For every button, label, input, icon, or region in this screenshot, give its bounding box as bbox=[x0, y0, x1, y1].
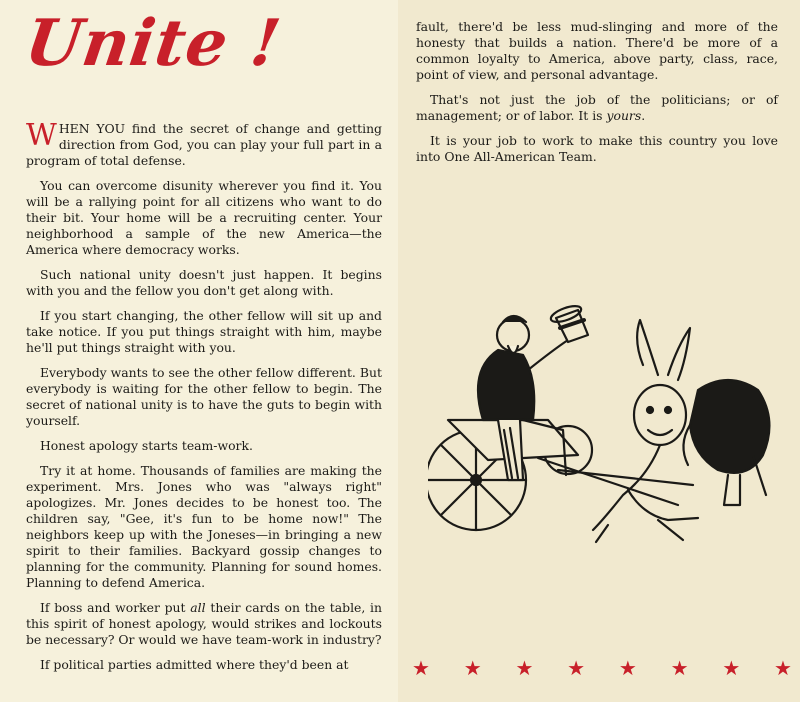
star-border bbox=[412, 658, 792, 678]
star-icon: ★ bbox=[774, 656, 792, 680]
paragraph-3: Such national unity doesn't just happen. It begins with you and the fellow you don't get along with. bbox=[26, 267, 382, 298]
p8-text-b: their cards on the table, in this spirit of honest apology, would strikes and lockouts be necessary? Or would we have team-work in industry? bbox=[26, 600, 382, 647]
uncle-sam-donkey-elephant-cart-icon bbox=[428, 280, 798, 570]
paragraph-2: You can overcome disunity wherever you find it. You will be a rallying point for all citizens who want to do their bit. Your home will be a recruiting center. Your neighborhood a sample of the new America—the America where democracy works. bbox=[26, 178, 382, 257]
star-icon: ★ bbox=[463, 656, 482, 680]
paragraph-7: Try it at home. Thousands of families are making the experiment. Mrs. Jones who was "always right" apologizes. Mr. Jones decides to be honest too. The children say, "Gee, it's fun to be home now!" The neighbors keep up with the Joneses—in bringing a new spirit to their families. Backyard gossip changes to planning for the community. Planning for sound homes. Planning to defend America. bbox=[26, 463, 382, 590]
drop-cap: W bbox=[26, 118, 57, 153]
rp2-emphasis: yours bbox=[606, 108, 642, 123]
lead-paragraph bbox=[26, 118, 382, 169]
star-icon: ★ bbox=[567, 656, 586, 680]
p8-emphasis: all bbox=[190, 600, 206, 615]
rp2-text-b: . bbox=[641, 108, 646, 123]
page-title: Unite ! bbox=[20, 6, 286, 81]
lead-caps: HEN YOU bbox=[58, 121, 126, 136]
right-paragraph-2 bbox=[416, 92, 778, 124]
p8-text-a: If boss and worker put bbox=[40, 600, 191, 615]
paragraph-4: If you start changing, the other fellow will sit up and take notice. If you put things straight with him, maybe he'll put things straight with you. bbox=[26, 308, 382, 355]
right-page bbox=[398, 0, 800, 702]
star-icon: ★ bbox=[412, 656, 430, 680]
star-icon: ★ bbox=[722, 656, 741, 680]
right-text-column bbox=[416, 19, 778, 174]
paragraph-5: Everybody wants to see the other fellow different. But everybody is waiting for the other fellow to begin. The secret of national unity is to have the guts to begin with yourself. bbox=[26, 365, 382, 428]
paragraph-8 bbox=[26, 600, 382, 648]
paragraph-9: If political parties admitted where they'd been at bbox=[40, 657, 349, 672]
right-paragraph-1: fault, there'd be less mud-slinging and more of the honesty that builds a nation. There'd be more of a common loyalty to America, above party, class, race, point of view, and personal advantage. bbox=[416, 19, 778, 82]
rp2-text-a: That's not just the job of the politicians; or of management; or of labor. It is bbox=[416, 92, 778, 123]
star-icon: ★ bbox=[618, 656, 637, 680]
right-paragraph-3: It is your job to work to make this country you love into One All-American Team. bbox=[416, 133, 778, 164]
left-text-column bbox=[26, 118, 382, 682]
lead-text: find the secret of change and getting direction from God, you can play your full part in a program of total defense. bbox=[26, 121, 382, 168]
star-icon: ★ bbox=[515, 656, 534, 680]
paragraph-6: Honest apology starts team-work. bbox=[40, 438, 253, 453]
left-page bbox=[0, 0, 398, 702]
star-icon: ★ bbox=[670, 656, 689, 680]
